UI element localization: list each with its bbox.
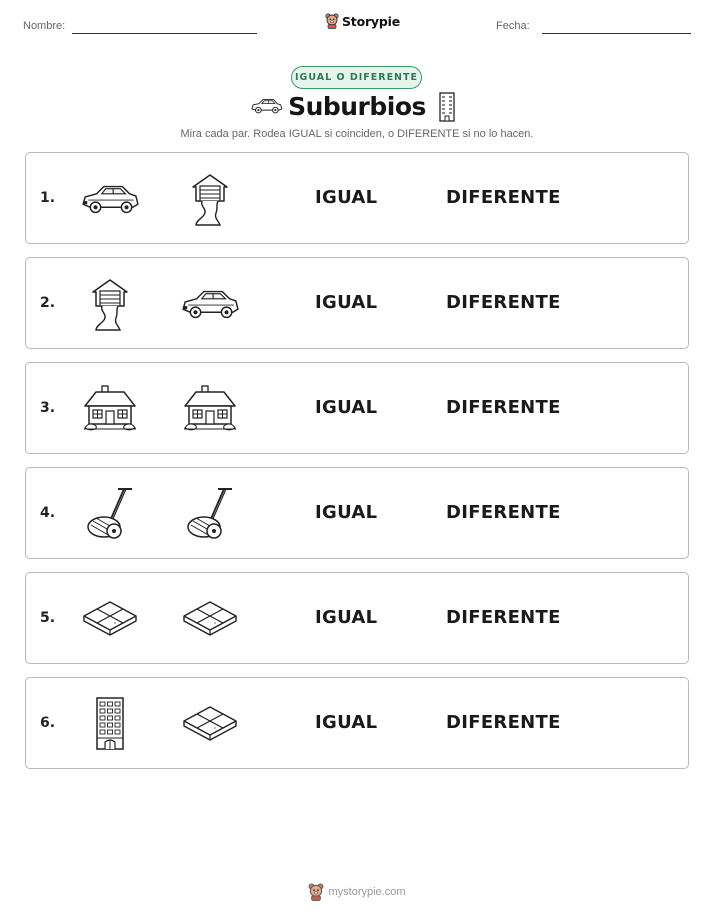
question-number: 6. [40,715,56,731]
question-row [25,257,689,349]
question-row [25,467,689,559]
question-row [25,572,689,664]
different-option[interactable]: DIFERENTE [446,397,561,418]
apartment-building-icon [437,91,457,123]
same-option[interactable]: IGUAL [315,607,378,628]
house-icon [78,377,142,441]
question-number: 3. [40,400,56,416]
bear-mascot-icon [325,13,339,29]
lawn-mower-icon [178,482,242,546]
sidewalk-tile-icon [178,587,242,651]
sidewalk-tile-icon [78,587,142,651]
same-option[interactable]: IGUAL [315,292,378,313]
activity-badge: IGUAL O DIFERENTE [291,66,422,89]
question-number: 2. [40,295,56,311]
sidewalk-tile-icon [178,692,242,756]
footer [0,883,714,901]
car-icon [78,167,142,231]
question-number: 4. [40,505,56,521]
page-title: Suburbios [288,92,426,121]
date-line[interactable] [542,33,691,34]
question-row [25,152,689,244]
brand-name: Storypie [342,13,400,29]
instructions: Mira cada par. Rodea IGUAL si coinciden, o DIFERENTE si no lo hacen. [180,128,534,140]
question-row [25,362,689,454]
house-icon [178,377,242,441]
garage-icon [78,272,142,336]
same-option[interactable]: IGUAL [315,502,378,523]
brand-logo [325,13,400,29]
different-option[interactable]: DIFERENTE [446,292,561,313]
same-option[interactable]: IGUAL [315,187,378,208]
question-number: 1. [40,190,56,206]
bear-mascot-icon [308,883,324,901]
name-line[interactable] [72,33,257,34]
different-option[interactable]: DIFERENTE [446,712,561,733]
date-label: Fecha: [496,20,530,32]
same-option[interactable]: IGUAL [315,397,378,418]
lawn-mower-icon [78,482,142,546]
different-option[interactable]: DIFERENTE [446,187,561,208]
apartment-building-icon [78,692,142,756]
garage-icon [178,167,242,231]
different-option[interactable]: DIFERENTE [446,607,561,628]
car-icon [178,272,242,336]
name-label: Nombre: [23,20,66,32]
different-option[interactable]: DIFERENTE [446,502,561,523]
question-row [25,677,689,769]
same-option[interactable]: IGUAL [315,712,378,733]
footer-url[interactable]: mystorypie.com [328,886,406,898]
question-number: 5. [40,610,56,626]
